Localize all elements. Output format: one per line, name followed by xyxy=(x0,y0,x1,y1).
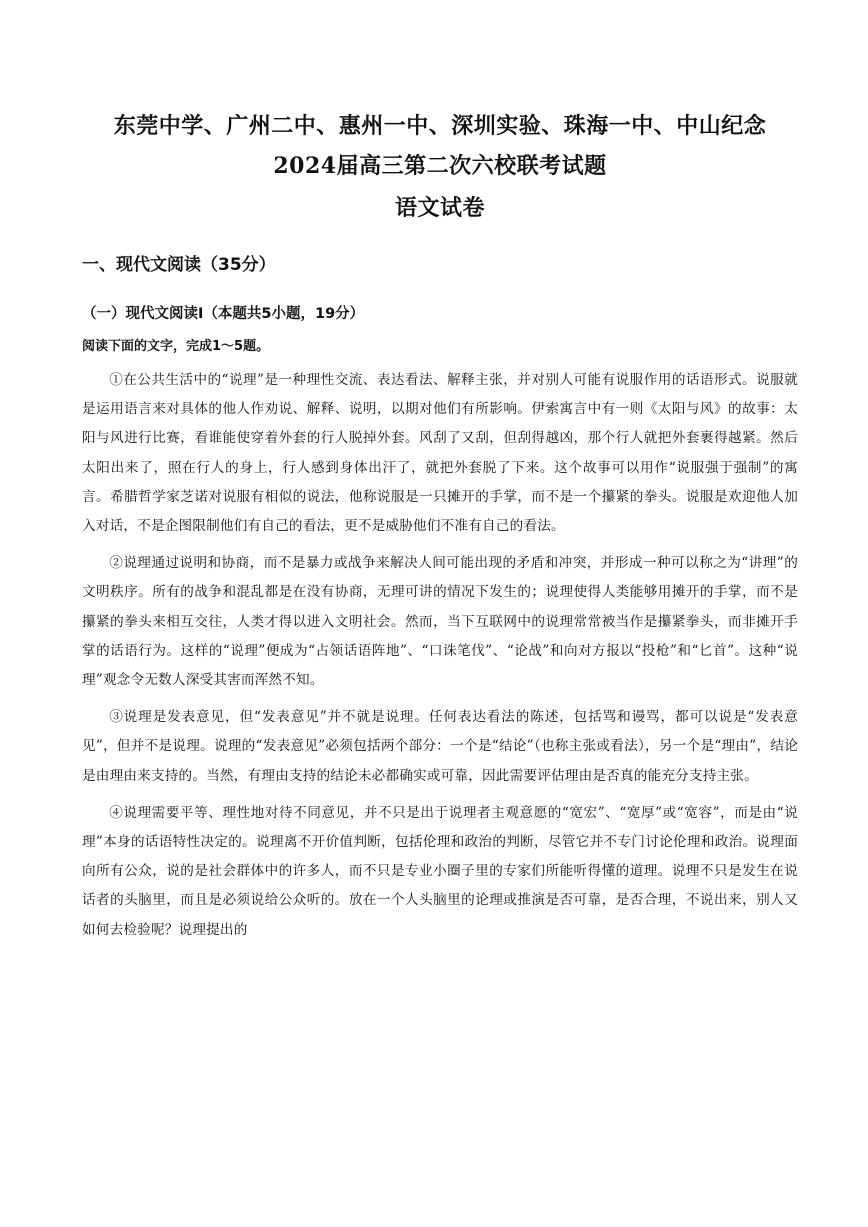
exam-subject-title: 语文试卷 xyxy=(394,195,485,221)
section-heading: 一、现代文阅读（35分） xyxy=(82,255,276,275)
reading-instruction: 阅读下面的文字，完成1～5题。 xyxy=(82,339,270,354)
exam-schools-title: 东莞中学、广州二中、惠州一中、深圳实验、珠海一中、中山纪念 xyxy=(113,113,767,139)
paragraph-2: ②说理通过说明和协商，而不是暴力或战争来解决人间可能出现的矛盾和冲突，并形成一种可以称之为“讲理”的文明秩序。所有的战争和混乱都是在没有协商，无理可讲的情况下发生的；说理使得人类能够用摊开的手掌，而不是攥紧的拳头来相互交往，人类才得以进入文明社会。然而，当下互联网中的说理常常被当作是攥紧拳头，而非摊开手掌的话语行为。这样的“说理”便成为“占领话语阵地”、“口诛笔伐”、“论战”和向对方报以“投枪”和“匕首”。这种“说理”观念令无数人深受其害而浑然不知。 xyxy=(82,555,798,689)
subsection-heading: （一）现代文阅读Ⅰ（本题共5小题，19分） xyxy=(82,306,365,322)
exam-name-title: 2024届高三第二次六校联考试题 xyxy=(273,153,607,179)
paragraph-1: ①在公共生活中的“说理”是一种理性交流、表达看法、解释主张，并对别人可能有说服作用的话语形式。说服就是运用语言来对具体的他人作劝说、解释、说明，以期对他们有所影响。伊索寓言中有一则《太阳与风》的故事：太阳与风进行比赛，看谁能使穿着外套的行人脱掉外套。风刮了又刮，但刮得越凶，那个行人就把外套裹得越紧。然后太阳出来了，照在行人的身上，行人感到身体出汗了，就把外套脱了下来。这个故事可以用作“说服强于强制”的寓言。希腊哲学家芝诺对说服有相似的说法，他称说服是一只摊开的手掌，而不是一个攥紧的拳头。说服是欢迎他人加入对话，不是企图限制他们有自己的看法，更不是威胁他们不准有自己的看法。 xyxy=(82,372,798,535)
paragraph-3: ③说理是发表意见，但“发表意见”并不就是说理。任何表达看法的陈述，包括骂和谩骂，都可以说是“发表意见”，但并不是说理。说理的“发表意见”必须包括两个部分：一个是“结论”（也称主张或看法），另一个是“理由”，结论是由理由来支持的。当然，有理由支持的结论未必都确实或可靠，因此需要评估理由是否真的能充分支持主张。 xyxy=(82,709,798,784)
paragraph-4: ④说理需要平等、理性地对待不同意见，并不只是出于说理者主观意愿的“宽宏”、“宽厚”或“宽容”，而是由“说理”本身的话语特性决定的。说理离不开价值判断，包括伦理和政治的判断，尽管它并不专门讨论伦理和政治。说理面向所有公众，说的是社会群体中的许多人，而不只是专业小圈子里的专家们所能听得懂的道理。说理不只是发生在说话者的头脑里，而且是必须说给公众听的。放在一个人头脑里的论理或推演是否可靠，是否合理，不说出来，别人又如何去检验呢？说理提出的 xyxy=(82,804,798,938)
